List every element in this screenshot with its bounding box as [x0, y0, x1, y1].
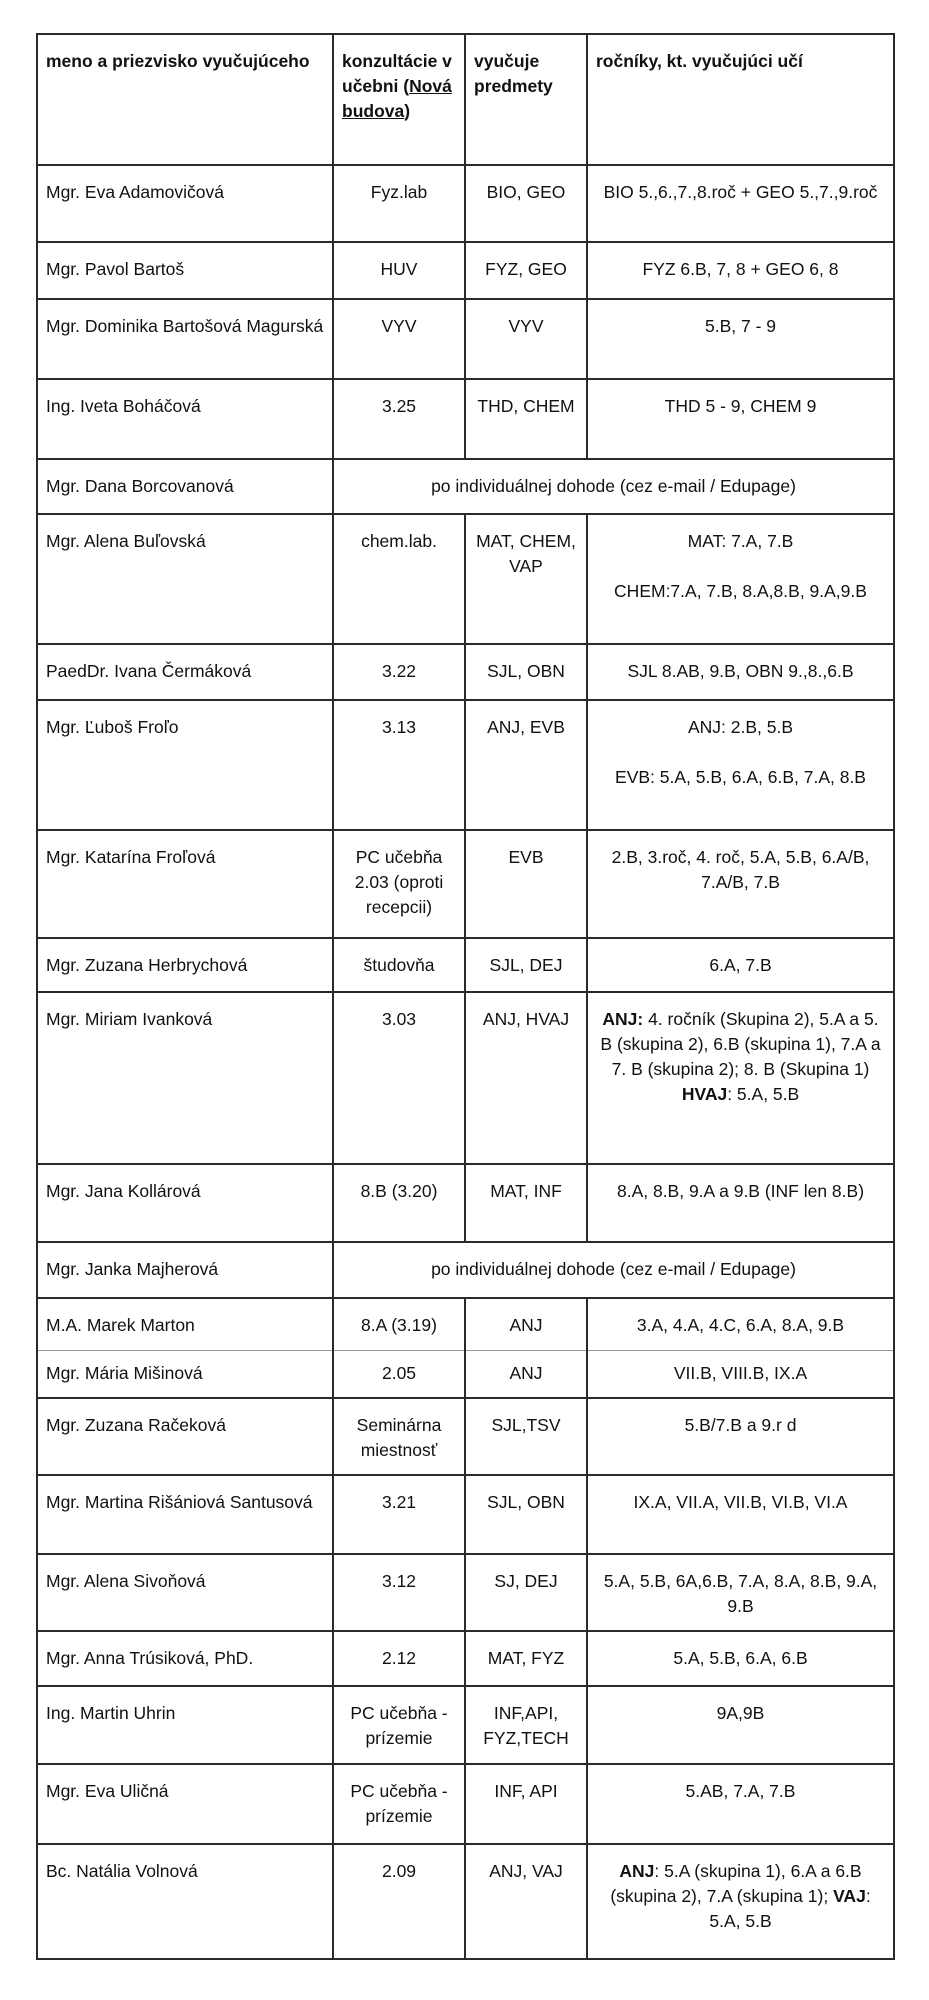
table-row — [37, 1554, 894, 1631]
table-row — [37, 992, 894, 1164]
teacher-name: Mgr. Alena Buľovská — [37, 514, 333, 644]
grades-part: CHEM:7.A, 7.B, 8.A,8.B, 9.A,9.B — [614, 581, 867, 601]
subjects: ANJ, EVB — [465, 700, 587, 830]
grades — [587, 514, 894, 644]
teacher-name: PaedDr. Ivana Čermáková — [37, 644, 333, 700]
consultation-room: 3.22 — [333, 644, 465, 700]
consultation-room: 3.25 — [333, 379, 465, 459]
table-row — [37, 379, 894, 459]
table-row — [37, 1398, 894, 1475]
individual-agreement-note: po individuálnej dohode (cez e-mail / Edupage) — [333, 1242, 894, 1298]
subjects: MAT, FYZ — [465, 1631, 587, 1686]
consultation-room: 2.05 — [333, 1350, 465, 1398]
grades — [587, 992, 894, 1164]
table-row — [37, 700, 894, 830]
consultation-room: 8.B (3.20) — [333, 1164, 465, 1242]
grades: 5.B, 7 - 9 — [587, 299, 894, 379]
consultation-room: 3.03 — [333, 992, 465, 1164]
grades-part: : 5.A, 5.B — [709, 1886, 871, 1931]
subjects: THD, CHEM — [465, 379, 587, 459]
header-grades-label: ročníky, kt. vyučujúci učí — [596, 51, 803, 71]
subject-label: HVAJ — [681, 1084, 728, 1104]
subjects: MAT, CHEM, VAP — [465, 514, 587, 644]
consultation-room: 2.09 — [333, 1844, 465, 1959]
teacher-name: Mgr. Alena Sivoňová — [37, 1554, 333, 1631]
grades: 2.B, 3.roč, 4. roč, 5.A, 5.B, 6.A/B, 7.A/B, 7.B — [587, 830, 894, 938]
teacher-name: Mgr. Katarína Froľová — [37, 830, 333, 938]
table-row — [37, 299, 894, 379]
consultation-room: Seminárna miestnosť — [333, 1398, 465, 1475]
subjects: SJL, DEJ — [465, 938, 587, 992]
teacher-name: Mgr. Dominika Bartošová Magurská — [37, 299, 333, 379]
grades: FYZ 6.B, 7, 8 + GEO 6, 8 — [587, 242, 894, 299]
teacher-name: Mgr. Dana Borcovanová — [37, 459, 333, 514]
header-room-close: ) — [404, 101, 411, 121]
teacher-name: Ing. Iveta Boháčová — [37, 379, 333, 459]
subjects: SJL, OBN — [465, 644, 587, 700]
grades: 5.A, 5.B, 6A,6.B, 7.A, 8.A, 8.B, 9.A, 9.B — [587, 1554, 894, 1631]
table-row — [37, 242, 894, 299]
grades: SJL 8.AB, 9.B, OBN 9.,8.,6.B — [587, 644, 894, 700]
grades: 5.B/7.B a 9.r d — [587, 1398, 894, 1475]
grades: VII.B, VIII.B, IX.A — [587, 1350, 894, 1398]
teacher-name: Mgr. Janka Majherová — [37, 1242, 333, 1298]
teacher-name: Mgr. Ľuboš Froľo — [37, 700, 333, 830]
teacher-name: Mgr. Zuzana Herbrychová — [37, 938, 333, 992]
header-room-label: konzultácie v učebni ( — [342, 51, 452, 96]
subjects: INF, API — [465, 1764, 587, 1844]
grades: THD 5 - 9, CHEM 9 — [587, 379, 894, 459]
table-row — [37, 1686, 894, 1764]
grades-part: : 5.A, 5.B — [727, 1084, 800, 1104]
consultation-room: 3.13 — [333, 700, 465, 830]
subjects: EVB — [465, 830, 587, 938]
table-row — [37, 1475, 894, 1554]
table-header-row — [37, 34, 894, 165]
table-row — [37, 459, 894, 514]
teacher-name: Mgr. Eva Uličná — [37, 1764, 333, 1844]
consultation-room: PC učebňa 2.03 (oproti recepcii) — [333, 830, 465, 938]
subject-label: ANJ: — [602, 1009, 644, 1029]
grades: 5.A, 5.B, 6.A, 6.B — [587, 1631, 894, 1686]
header-grades — [587, 34, 894, 165]
teacher-name: Mgr. Mária Mišinová — [37, 1350, 333, 1398]
consultation-room: Fyz.lab — [333, 165, 465, 242]
grades: 8.A, 8.B, 9.A a 9.B (INF len 8.B) — [587, 1164, 894, 1242]
consultation-room: PC učebňa - prízemie — [333, 1686, 465, 1764]
table-row — [37, 514, 894, 644]
table-row — [37, 1631, 894, 1686]
subjects: INF,API, FYZ,TECH — [465, 1686, 587, 1764]
table-row — [37, 644, 894, 700]
table-row — [37, 1844, 894, 1959]
grades-part: ANJ: 2.B, 5.B — [687, 717, 794, 737]
grades-part: 4. ročník (Skupina 2), 5.A a 5. B (skupina 2), 6.B (skupina 1), 7.A a 7. B (skupina 2); 8. B (Skupina 1) — [600, 1009, 881, 1079]
consultation-room: 3.12 — [333, 1554, 465, 1631]
subjects: ANJ — [465, 1298, 587, 1350]
consultation-room: 3.21 — [333, 1475, 465, 1554]
grades-part: : 5.A (skupina 1), 6.A a 6.B (skupina 2), 7.A (skupina 1); — [610, 1861, 862, 1906]
table-row — [37, 1298, 894, 1350]
table-row — [37, 1764, 894, 1844]
grades: BIO 5.,6.,7.,8.roč + GEO 5.,7.,9.roč — [587, 165, 894, 242]
consultation-room: chem.lab. — [333, 514, 465, 644]
header-name-label: meno a priezvisko vyučujúceho — [46, 51, 310, 71]
grades — [587, 1844, 894, 1959]
table-row — [37, 938, 894, 992]
consultation-room: VYV — [333, 299, 465, 379]
header-name — [37, 34, 333, 165]
subject-label: ANJ — [619, 1861, 655, 1881]
individual-agreement-note: po individuálnej dohode (cez e-mail / Edupage) — [333, 459, 894, 514]
subjects: MAT, INF — [465, 1164, 587, 1242]
teacher-name: Bc. Natália Volnová — [37, 1844, 333, 1959]
header-room — [333, 34, 465, 165]
subjects: SJL,TSV — [465, 1398, 587, 1475]
consultation-room: PC učebňa - prízemie — [333, 1764, 465, 1844]
teacher-name: Mgr. Jana Kollárová — [37, 1164, 333, 1242]
teacher-name: Mgr. Miriam Ivanková — [37, 992, 333, 1164]
subjects: ANJ — [465, 1350, 587, 1398]
grades-part: MAT: 7.A, 7.B — [687, 531, 794, 551]
teacher-name: M.A. Marek Marton — [37, 1298, 333, 1350]
grades: 5.AB, 7.A, 7.B — [587, 1764, 894, 1844]
subjects: ANJ, HVAJ — [465, 992, 587, 1164]
teacher-name: Mgr. Eva Adamovičová — [37, 165, 333, 242]
subjects: ANJ, VAJ — [465, 1844, 587, 1959]
teacher-name: Mgr. Anna Trúsiková, PhD. — [37, 1631, 333, 1686]
grades: 6.A, 7.B — [587, 938, 894, 992]
table-row — [37, 165, 894, 242]
grades-part: EVB: 5.A, 5.B, 6.A, 6.B, 7.A, 8.B — [615, 767, 866, 787]
teacher-consultation-table — [36, 33, 895, 1960]
table-row — [37, 1164, 894, 1242]
teacher-name: Mgr. Pavol Bartoš — [37, 242, 333, 299]
grades: IX.A, VII.A, VII.B, VI.B, VI.A — [587, 1475, 894, 1554]
table-row — [37, 1242, 894, 1298]
grades: 3.A, 4.A, 4.C, 6.A, 8.A, 9.B — [587, 1298, 894, 1350]
subjects: SJ, DEJ — [465, 1554, 587, 1631]
subjects: BIO, GEO — [465, 165, 587, 242]
new-building-link[interactable]: Nová budova — [342, 76, 452, 121]
grades: 9A,9B — [587, 1686, 894, 1764]
consultation-room: HUV — [333, 242, 465, 299]
grades — [587, 700, 894, 830]
teacher-name: Mgr. Zuzana Račeková — [37, 1398, 333, 1475]
subjects: SJL, OBN — [465, 1475, 587, 1554]
subjects: FYZ, GEO — [465, 242, 587, 299]
consultation-room: študovňa — [333, 938, 465, 992]
teacher-name: Ing. Martin Uhrin — [37, 1686, 333, 1764]
subject-label: VAJ — [833, 1886, 866, 1906]
consultation-room: 2.12 — [333, 1631, 465, 1686]
consultation-room: 8.A (3.19) — [333, 1298, 465, 1350]
table-row — [37, 1350, 894, 1398]
header-subjects-label: vyučuje predmety — [474, 51, 553, 96]
header-subjects — [465, 34, 587, 165]
teacher-name: Mgr. Martina Rišániová Santusová — [37, 1475, 333, 1554]
subjects: VYV — [465, 299, 587, 379]
table-row — [37, 830, 894, 938]
